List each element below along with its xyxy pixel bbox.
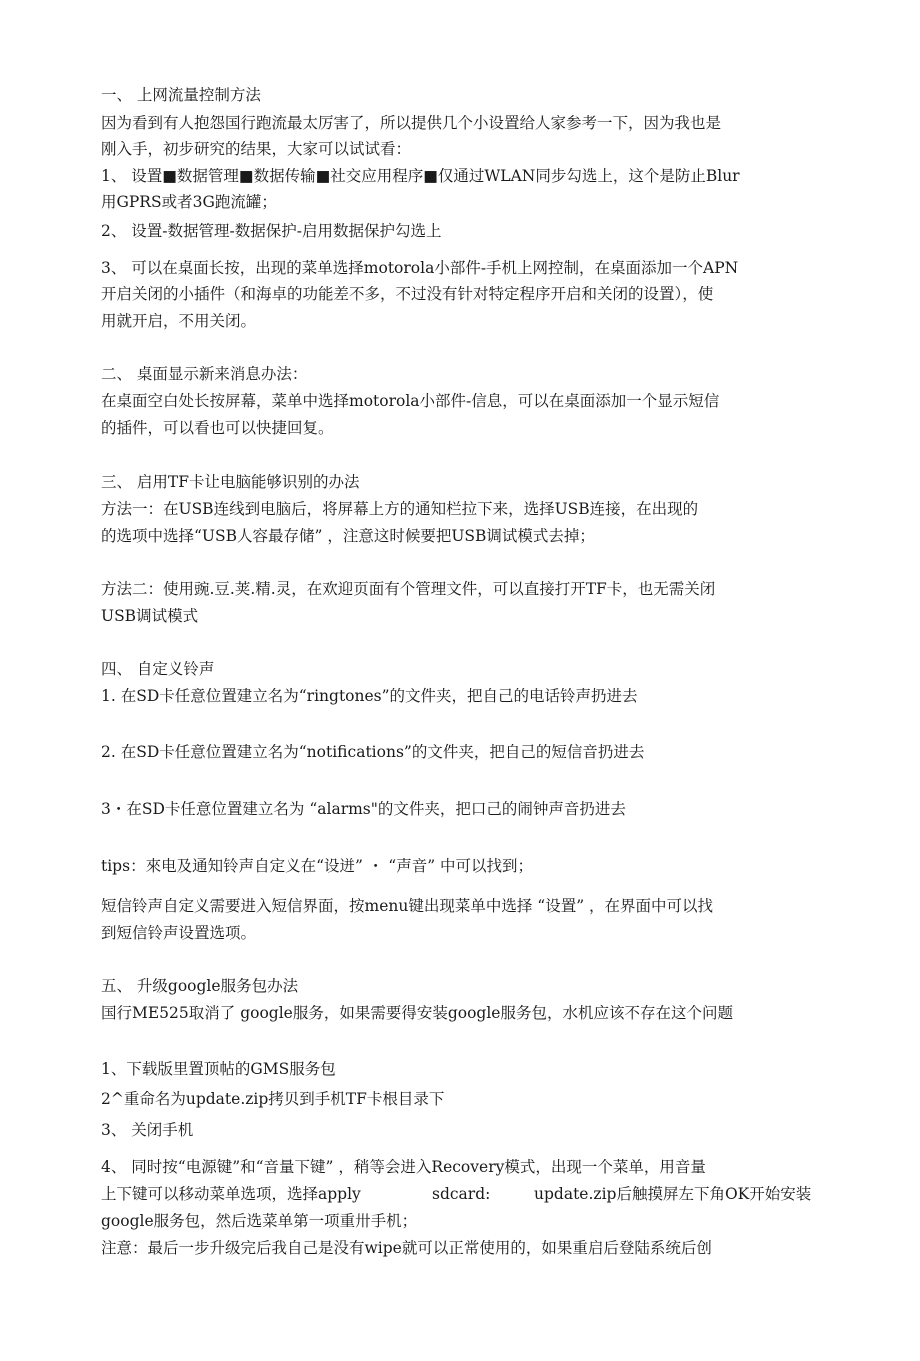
section-1-heading: 一、 上网流量控制方法 <box>101 86 261 104</box>
section-3-method-2-line-2: USB调试模式 <box>101 607 199 625</box>
section-2-heading: 二、 桌面显示新来消息办法： <box>101 365 308 383</box>
section-1-item-1-line-2: 用GPRS或者3G跑流罐； <box>101 193 277 211</box>
section-3-method-2-line-1: 方法二：使用豌.豆.荚.精.灵，在欢迎页面有个管理文件，可以直接打开TF卡，也无需关闭 <box>101 580 716 598</box>
section-4-heading: 四、 自定义铃声 <box>101 660 215 678</box>
section-4-item-3: 3・在SD卡任意位置建立名为 “alarms"的文件夹，把口己的闹钟声音扔进去 <box>101 800 626 818</box>
section-5-step-4-line-3: google服务包，然后选菜单第一项重卅手机； <box>101 1212 418 1230</box>
section-1-item-2: 2、 设置-数据管理-数据保护-启用数据保护勾选上 <box>101 222 442 240</box>
section-5-note: 注意：最后一步升级完后我自己是没有wipe就可以正常使用的，如果重启后登陆系统后创 <box>101 1239 712 1257</box>
section-1-item-3-line-2: 开启关闭的小插件（和海卓的功能差不多，不过没有针对特定程序开启和关闭的设置），使 <box>101 285 714 303</box>
section-5-step-4-line-2a: 上下键可以移动菜单选项，选择apply <box>101 1185 361 1203</box>
section-4-sms-line-1: 短信铃声自定义需要进入短信界面，按menu键出现菜单中选择 “设置” ，在界面中可以找 <box>101 897 714 915</box>
section-5-intro: 国行ME525取消了 google服务，如果需要得安装google服务包，水机应该不存在这个问题 <box>101 1004 733 1022</box>
section-4-tips: tips：來电及通知铃声自定义在“设迸” ・ “声音” 中可以找到； <box>101 857 534 875</box>
section-2-body-line-1: 在桌面空白处长按屏幕，菜单中选择motorola小部件-信息，可以在桌面添加一个显示短信 <box>101 392 720 410</box>
section-5-step-4-line-1: 4、 同时按“电源键”和“音量下键” ，稍等会进入Recovery模式，出现一个菜单，用音量 <box>101 1158 706 1176</box>
section-5-step-1: 1、下载版里置顶帖的GMS服务包 <box>101 1060 336 1078</box>
section-1-intro-line-2: 刚入手，初步研究的结果，大家可以试试看： <box>101 140 412 158</box>
section-5-heading: 五、 升级google服务包办法 <box>101 977 299 995</box>
section-5-step-3: 3、 关闭手机 <box>101 1121 194 1139</box>
section-1-item-1-line-1: 1、 设置■数据管理■数据传输■社交应用程序■仅通过WLAN同步勾选上，这个是防止Blur <box>101 167 740 185</box>
section-4-item-1: 1. 在SD卡任意位置建立名为“ringtones”的文件夹，把自己的电话铃声扔进去 <box>101 687 638 705</box>
section-3-method-1-line-2: 的选项中选择“USB人容最存储” ，注意这时候要把USB调试模式去掉； <box>101 527 595 545</box>
section-1-item-3-line-1: 3、 可以在桌面长按，出现的菜单选择motorola小部件-手机上网控制，在桌面添加一个APN <box>101 259 739 277</box>
section-5-step-4-line-2c: update.zip后触摸屏左下角OK开始安装 <box>534 1185 812 1203</box>
section-4-item-2: 2. 在SD卡任意位置建立名为“notifications”的文件夹，把自己的短信音扔进去 <box>101 743 645 761</box>
section-5-step-2: 2^重命名为update.zip拷贝到手机TF卡根目录下 <box>101 1090 445 1108</box>
section-4-sms-line-2: 到短信铃声设置选项。 <box>101 924 257 942</box>
section-1-intro-line-1: 因为看到有人抱怨国行跑流最太厉害了，所以提供几个小设置给人家参考一下，因为我也是 <box>101 114 722 132</box>
section-3-heading: 三、 启用TF卡让电脑能够识别的办法 <box>101 473 360 491</box>
section-5-step-4-line-2b: sdcard: <box>432 1185 491 1203</box>
section-3-method-1-line-1: 方法一：在USB连线到电脑后，将屏幕上方的通知栏拉下来，选择USB连接，在出现的 <box>101 500 699 518</box>
section-1-item-3-line-3: 用就开启，不用关闭。 <box>101 312 257 330</box>
section-2-body-line-2: 的插件，可以看也可以快捷回复。 <box>101 419 334 437</box>
